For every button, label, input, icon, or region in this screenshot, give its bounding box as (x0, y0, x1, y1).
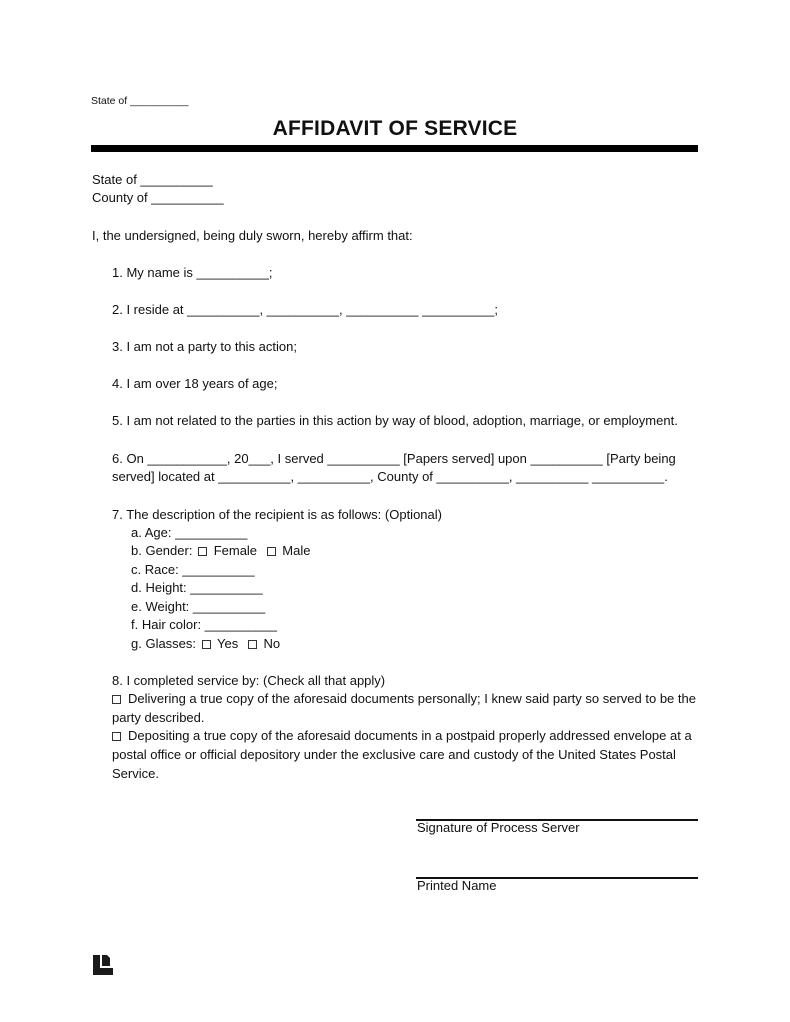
gender-option-female: Female (213, 543, 258, 558)
gender-label: b. Gender: (131, 543, 193, 558)
recipient-gender (131, 542, 310, 561)
item-5-not-related: 5. I am not related to the parties in this action by way of blood, adoption, marriage, or employment. (112, 413, 678, 428)
service-option-mail-line-1: Depositing a true copy of the aforesaid documents in a postpaid properly addressed envelope at a (128, 728, 692, 743)
service-option-mail (112, 727, 692, 746)
venue-state: State of __________ (92, 172, 213, 187)
item-1-name: 1. My name is __________; (112, 265, 273, 280)
venue-county: County of __________ (92, 190, 224, 205)
service-option-mail-line-2: postal office or official depository under the exclusive care and custody of the United States Postal (112, 747, 676, 762)
title-divider (91, 145, 698, 152)
glasses-option-no: No (263, 636, 281, 651)
intro-statement: I, the undersigned, being duly sworn, hereby affirm that: (92, 228, 413, 243)
item-7-description-heading: 7. The description of the recipient is as follows: (Optional) (112, 507, 442, 522)
glasses-option-yes: Yes (217, 636, 239, 651)
checkbox-female[interactable] (198, 547, 207, 556)
checkbox-personal-delivery[interactable] (112, 695, 121, 704)
item-8-service-heading: 8. I completed service by: (Check all that apply) (112, 673, 386, 688)
recipient-height: d. Height: __________ (131, 580, 263, 595)
recipient-race: c. Race: __________ (131, 562, 255, 577)
document-title: AFFIDAVIT OF SERVICE (272, 117, 518, 140)
recipient-age: a. Age: __________ (131, 525, 248, 540)
glasses-label: g. Glasses: (131, 636, 197, 651)
service-option-personal-line-2: party described. (112, 710, 205, 725)
printed-name-label: Printed Name (417, 878, 497, 893)
signature-label: Signature of Process Server (417, 820, 580, 835)
checkbox-male[interactable] (267, 547, 276, 556)
gender-option-male: Male (282, 543, 311, 558)
document-logo-icon (93, 955, 113, 975)
item-2-residence: 2. I reside at __________, __________, __________ __________; (112, 302, 499, 317)
recipient-glasses (131, 635, 280, 654)
item-3-not-party: 3. I am not a party to this action; (112, 339, 297, 354)
item-4-age: 4. I am over 18 years of age; (112, 376, 278, 391)
header-state-label: State of __________ (91, 95, 189, 107)
service-option-mail-line-3: Service. (112, 766, 159, 781)
checkbox-glasses-no[interactable] (248, 640, 257, 649)
service-option-personal-line-1: Delivering a true copy of the aforesaid documents personally; I knew said party so served to be the (128, 691, 696, 706)
checkbox-glasses-yes[interactable] (202, 640, 211, 649)
checkbox-mail-delivery[interactable] (112, 732, 121, 741)
item-6-service-line-2: served] located at __________, __________, County of __________, __________ __________. (112, 469, 668, 484)
recipient-weight: e. Weight: __________ (131, 599, 266, 614)
item-6-service-line-1: 6. On ___________, 20___, I served __________ [Papers served] upon __________ [Party being (112, 451, 676, 466)
recipient-hair-color: f. Hair color: __________ (131, 617, 277, 632)
service-option-personal (112, 690, 696, 709)
